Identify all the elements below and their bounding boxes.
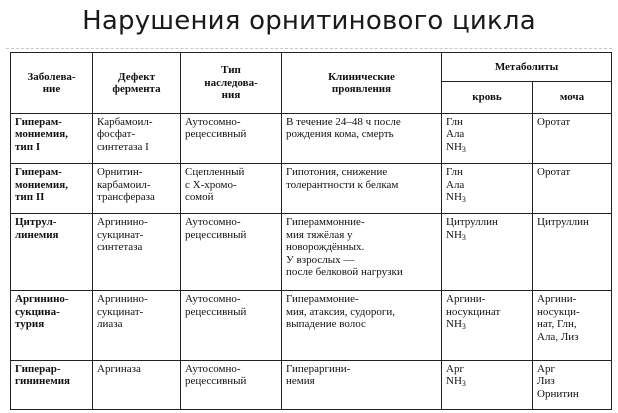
table-row [11,114,612,164]
clinical-cell: В течение 24–48 ч после рождения кома, смерть [282,114,442,164]
table-row [11,291,612,360]
inheritance-cell: Сцепленный с Х-хромо- сомой [181,164,282,214]
urine-metabolites-cell: Цитруллин [533,214,612,291]
blood-metabolite: Цитруллин [446,216,498,229]
table-row [11,164,612,214]
header-metabolites: Метаболиты [442,53,612,82]
header-inheritance: Тип наследова- ния [181,53,282,114]
title-divider [6,48,612,49]
blood-metabolite: носукцинат [446,305,501,318]
table-body [11,114,612,410]
enzyme-cell: Карбамоил- фосфат- синтетаза I [93,114,181,164]
header-enzyme-defect: Дефект фермента [93,53,181,114]
inheritance-cell: Аутосомно- рецессивный [181,214,282,291]
blood-metabolites-cell [442,214,533,291]
header-clinical: Клинические проявления [282,53,442,114]
blood-metabolite: Ала [446,128,465,141]
blood-metabolite: Глн [446,166,463,179]
table-row [11,360,612,409]
table-row [11,214,612,291]
urine-metabolites-cell: Оротат [533,164,612,214]
enzyme-cell: Аргиназа [93,360,181,409]
disease-cell: Гиперар- гининемия [11,360,93,409]
blood-metabolite: Глн [446,116,463,128]
clinical-cell: Гипераммонние- мия тяжёлая у новорождённых. У взрослых — после белковой нагрузки [282,214,442,291]
inheritance-cell: Аутосомно- рецессивный [181,291,282,360]
urea-cycle-disorders-table [10,52,612,410]
blood-metabolites-cell [442,114,533,164]
enzyme-cell: Аргинино- сукцинат- синтетаза [93,214,181,291]
blood-metabolite: $NH_3$ [446,140,466,154]
urine-metabolites-cell: Аргини- носукци- нат, Глн, Ала, Лиз [533,291,612,360]
blood-metabolites-cell [442,164,533,214]
page-title: Нарушения орнитинового цикла [82,6,536,36]
blood-metabolite: $NH_3$ [446,191,466,205]
clinical-cell: Гипераргини- немия [282,360,442,409]
urine-metabolites-cell: Арг Лиз Орнитин [533,360,612,409]
header-urine: моча [533,82,612,114]
blood-metabolite: Аргини- [446,293,486,306]
blood-metabolite: $NH_3$ [446,228,466,242]
blood-metabolites-cell [442,291,533,360]
inheritance-cell: Аутосомно- рецессивный [181,114,282,164]
disease-cell: Гиперам- мониемия, тип II [11,164,93,214]
disease-cell: Аргинино- сукцина- турия [11,291,93,360]
header-disease: Заболева- ние [11,53,93,114]
disease-cell: Гиперам- мониемия, тип I [11,114,93,164]
blood-metabolites-cell [442,360,533,409]
header-blood: кровь [442,82,533,114]
inheritance-cell: Аутосомно- рецессивный [181,360,282,409]
clinical-cell: Гипераммоние- мия, атаксия, судороги, выпадение волос [282,291,442,360]
enzyme-cell: Аргинино- сукцинат- лиаза [93,291,181,360]
blood-metabolite: $NH_3$ [446,318,466,332]
blood-metabolite: Ала [446,178,465,191]
blood-metabolite: Арг [446,362,464,375]
disease-cell: Цитрул- линемия [11,214,93,291]
clinical-cell: Гипотония, снижение толерантности к белкам [282,164,442,214]
urine-metabolites-cell: Оротат [533,114,612,164]
enzyme-cell: Орнитин- карбамоил- трансфераза [93,164,181,214]
blood-metabolite: $NH_3$ [446,375,466,389]
